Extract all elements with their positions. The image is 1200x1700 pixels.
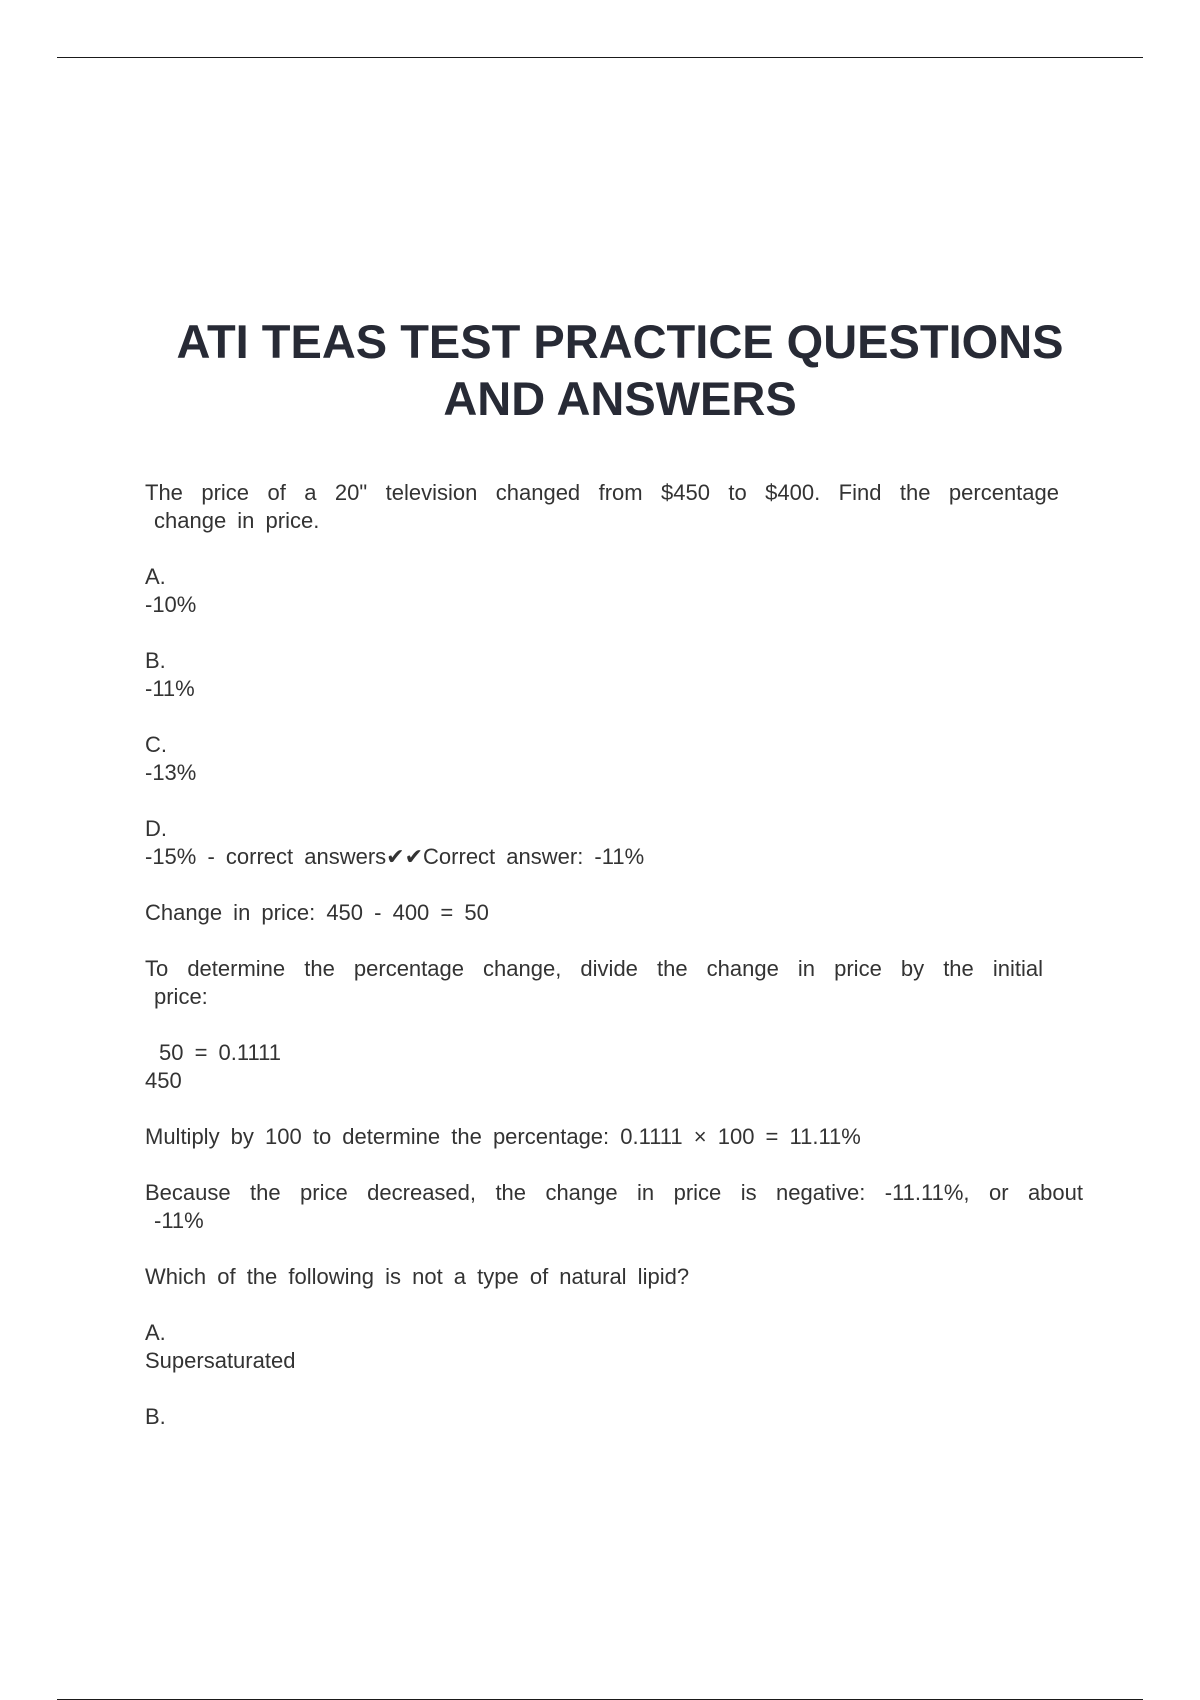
explanation-text-line-1: Because the price decreased, the change in price is negative: -11.11%, or about [145,1180,1083,1205]
explanation-text-line-2: -11% [154,1208,204,1233]
document-title [140,313,1100,427]
question-1-stem [145,479,1087,535]
question-2-option-b [145,1403,1087,1431]
question-1-option-c [145,731,1087,787]
question-1-option-a [145,563,1087,619]
question-2-text: Which of the following is not a type of natural lipid? [145,1264,690,1289]
option-value: -11% [145,676,195,701]
question-1-stem-line-2: change in price. [154,508,320,533]
fraction-denominator: 450 [145,1068,182,1093]
fraction-numerator: 50 = 0.1111 [159,1040,281,1065]
explanation-text-line-1: To determine the percentage change, divide the change in price by the initial [145,956,1043,981]
explanation-fraction [145,1039,1087,1095]
explanation-change-in-price [145,899,1087,927]
option-value: -10% [145,592,197,617]
option-letter: C. [145,732,167,757]
explanation-text: Multiply by 100 to determine the percentage: 0.1111 × 100 = 11.11% [145,1124,861,1149]
explanation-multiply [145,1123,1087,1151]
question-1-option-d [145,815,1087,871]
explanation-divide [145,955,1087,1011]
option-letter: A. [145,1320,166,1345]
explanation-text-line-2: price: [154,984,208,1009]
option-value: -13% [145,760,197,785]
option-letter: B. [145,1404,166,1429]
option-letter: D. [145,816,167,841]
question-1-stem-line-1: The price of a 20" television changed from $450 to $400. Find the percentage [145,480,1059,505]
question-2-option-a [145,1319,1087,1375]
option-letter: A. [145,564,166,589]
question-1-option-b [145,647,1087,703]
question-2-stem [145,1263,1087,1291]
option-letter: B. [145,648,166,673]
document-body [145,479,1087,1431]
title-line-1: ATI TEAS TEST PRACTICE QUESTIONS [176,315,1064,368]
option-value-with-answer: -15% - correct answers✔✔Correct answer: -11% [145,844,645,869]
title-line-2: AND ANSWERS [443,372,797,425]
top-rule [57,57,1143,58]
explanation-negative [145,1179,1087,1235]
option-value: Supersaturated [145,1348,296,1373]
explanation-text: Change in price: 450 - 400 = 50 [145,900,489,925]
